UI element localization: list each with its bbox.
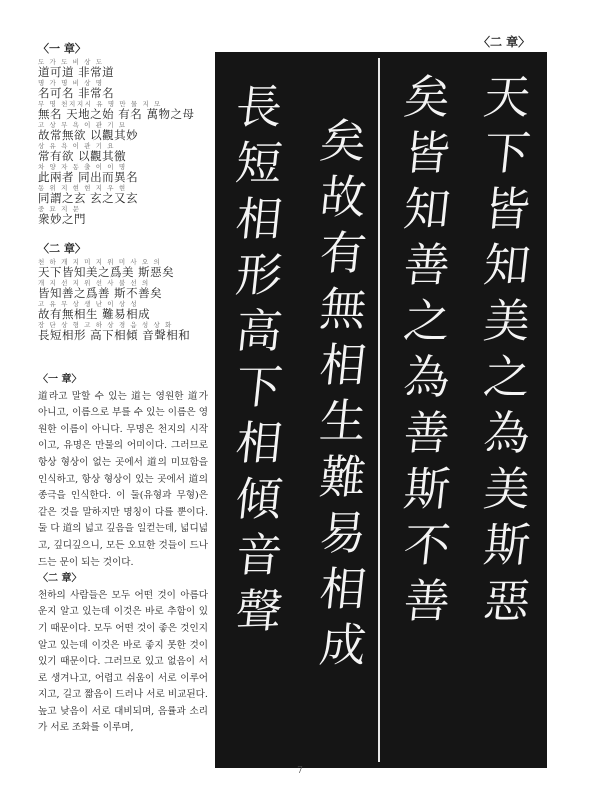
calligraphy-char: 皆 [481, 182, 533, 236]
calligraphy-char: 斯 [401, 462, 453, 516]
ruby-reading: 고 유 무 상 생 난 이 상 성 [38, 300, 139, 308]
calligraphy-char: 皆 [401, 126, 453, 180]
ruby-reading: 천 하 개 지 미 지 위 미 사 오 의 [38, 258, 162, 266]
section-title: 〈二 章〉 [38, 242, 86, 255]
korean-translation [38, 372, 208, 737]
calligraphy-char: 之 [481, 350, 533, 404]
calligraphy-char: 故 [317, 170, 369, 224]
calligraphy-char: 美 [481, 294, 533, 348]
translation-title: 〈一 章〉 [38, 374, 82, 385]
calligraphy-char: 長 [233, 80, 285, 134]
verse [38, 258, 210, 279]
calligraphy-char: 善 [401, 574, 453, 628]
calligraphy-char: 高 [233, 304, 285, 358]
calligraphy-column-2 [397, 70, 457, 630]
calligraphy-char: 矣 [317, 114, 369, 168]
calligraphy-char: 生 [317, 394, 369, 448]
hanja-line: 長短相形 高下相傾 音聲相和 [38, 328, 191, 342]
hanja-line: 天下皆知美之爲美 斯惡矣 [38, 265, 175, 279]
hanja-original-text [38, 40, 210, 342]
ruby-reading: 고 상 무 욕 이 관 기 묘 [38, 121, 127, 129]
hanja-line: 道可道 非常道 [38, 65, 115, 79]
ruby-reading: 중 묘 지 문 [38, 205, 81, 213]
calligraphy-char: 矣 [401, 70, 453, 124]
page-number: 7 [297, 766, 303, 776]
calligraphy-char: 惡 [481, 574, 533, 628]
calligraphy-column-3 [313, 114, 373, 674]
calligraphy-char: 相 [317, 562, 369, 616]
panel-divider [378, 58, 380, 762]
section-chapter-2 [38, 240, 210, 342]
calligraphy-char: 相 [233, 416, 285, 470]
verse [38, 100, 210, 121]
calligraphy-char: 成 [317, 618, 369, 672]
calligraphy-char: 難 [317, 450, 369, 504]
verse [38, 163, 210, 184]
hanja-line: 常有欲 以觀其徼 [38, 149, 127, 163]
calligraphy-char: 相 [317, 338, 369, 392]
calligraphy-char: 美 [481, 462, 533, 516]
calligraphy-char: 斯 [481, 518, 533, 572]
calligraphy-char: 無 [317, 282, 369, 336]
calligraphy-char: 為 [401, 350, 453, 404]
ruby-reading: 동 위 지 현 현 지 우 현 [38, 184, 127, 192]
translation-title: 〈二 章〉 [38, 573, 82, 585]
calligraphy-char: 傾 [233, 472, 285, 526]
verse [38, 58, 210, 79]
ruby-reading: 개 지 선 지 위 선 사 불 선 의 [38, 279, 150, 287]
verse [38, 142, 210, 163]
hanja-line: 故常無欲 以觀其妙 [38, 128, 139, 142]
verse [38, 184, 210, 205]
verse [38, 279, 210, 300]
section-title: 〈一 章〉 [38, 42, 86, 55]
calligraphy-char: 有 [317, 226, 369, 280]
ruby-reading: 상 유 욕 이 관 기 요 [38, 142, 116, 150]
ruby-reading: 장 단 상 형 고 하 상 경 음 성 상 화 [38, 321, 173, 329]
calligraphy-char: 相 [233, 192, 285, 246]
calligraphy-char: 善 [401, 238, 453, 292]
calligraphy-char: 音 [233, 528, 285, 582]
calligraphy-char: 善 [401, 406, 453, 460]
calligraphy-char: 下 [481, 126, 533, 180]
hanja-line: 同謂之玄 玄之又玄 [38, 191, 139, 205]
hanja-line: 皆知善之爲善 斯不善矣 [38, 286, 163, 300]
calligraphy-char: 知 [481, 238, 533, 292]
ruby-reading: 차 양 자 동 출 이 이 명 [38, 163, 127, 171]
calligraphy-column-1 [477, 70, 537, 630]
calligraphy-column-4 [229, 80, 289, 640]
verse [38, 205, 210, 226]
calligraphy-char: 為 [481, 406, 533, 460]
calligraphy-char: 天 [481, 70, 533, 124]
hanja-line: 故有無相生 難易相成 [38, 307, 151, 321]
calligraphy-char: 形 [233, 248, 285, 302]
calligraphy-char: 不 [401, 518, 453, 572]
hanja-line: 衆妙之門 [38, 212, 86, 226]
calligraphy-char: 知 [401, 182, 453, 236]
calligraphy-char: 之 [401, 294, 453, 348]
hanja-line: 無名 天地之始 有名 萬物之母 [38, 107, 195, 121]
calligraphy-heading: 〈二 章〉 [478, 35, 531, 49]
calligraphy-char: 聲 [233, 584, 285, 638]
verse [38, 300, 210, 321]
hanja-line: 名可名 非常名 [38, 86, 115, 100]
section-chapter-1 [38, 40, 210, 226]
hanja-line: 此兩者 同出而異名 [38, 170, 139, 184]
translation-paragraph: 道라고 말할 수 있는 道는 영원한 道가 아니고, 이름으로 부를 수 있는 이름은 영원한 이름이 아니다. 무명은 천지의 시작이고, 유명은 만물의 어미이다. 그러므로 항상 형상이 없는 곳에서 道의 미묘함을 인식하고, 항상 형상이 있는 곳에서 道의 종극을 인식한다. 이 둘(유형과 무형)은 같은 것을 말하지만 명칭이 다를 뿐이다. 둘 다 道의 넓고 깊음을 일컫는데, 넓디넓고, 깊디깊으니, 모든 오묘한 것들이 드나드는 문이 되는 것이다. [38, 390, 208, 568]
verse [38, 79, 210, 100]
ruby-reading: 무 명 천지지시 유 명 만 물 지 모 [38, 100, 162, 108]
calligraphy-panel [215, 52, 547, 768]
calligraphy-char: 短 [233, 136, 285, 190]
verse [38, 321, 210, 342]
translation-paragraph: 천하의 사람들은 모두 어떤 것이 아름다운지 알고 있는데 이것은 바로 추함이 있기 때문이다. 모두 어떤 것이 좋은 것인지 알고 있는데 이것은 바로 좋지 못한 것이 있기 때문이다. 그러므로 있고 없음이 서로 생겨나고, 어렵고 쉬움이 서로 이루어지고, 길고 짧음이 드러나 서로 비교된다. 높고 낮음이 서로 대비되며, 음률과 소리가 서로 조화를 이루며, [38, 589, 208, 734]
calligraphy-char: 下 [233, 360, 285, 414]
ruby-reading: 도 가 도 비 상 도 [38, 58, 104, 66]
ruby-reading: 명 가 명 비 상 명 [38, 79, 104, 87]
verse [38, 121, 210, 142]
calligraphy-char: 易 [317, 506, 369, 560]
